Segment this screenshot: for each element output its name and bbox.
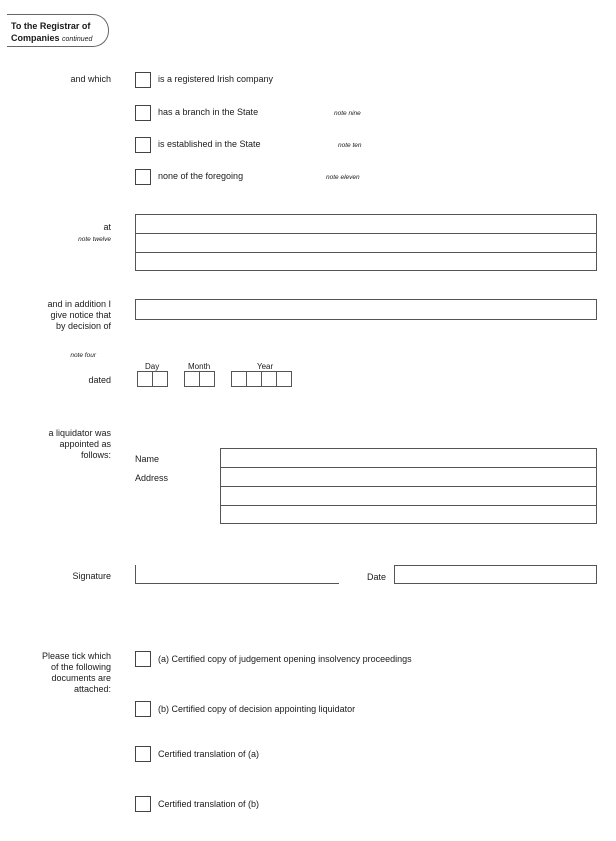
- at-address-field[interactable]: [135, 214, 597, 271]
- liquidator-label-line3: follows:: [80, 450, 111, 460]
- doc-copy-decision: (b) Certified copy of decision appointing liquidator: [158, 704, 356, 714]
- liquidator-label-line2: appointed as: [59, 439, 111, 449]
- address-label: Address: [135, 473, 169, 483]
- year-digit-3[interactable]: [261, 371, 277, 387]
- notice-label-line3: by decision of: [55, 321, 111, 331]
- option-established-in-state: is established in the State: [158, 139, 261, 149]
- doc-copy-judgement: (a) Certified copy of judgement opening insolvency proceedings: [158, 654, 412, 664]
- checkbox-none-of-foregoing[interactable]: [135, 169, 151, 185]
- checkbox-copy-decision[interactable]: [135, 701, 151, 717]
- checkbox-copy-judgement[interactable]: [135, 651, 151, 667]
- year-digit-4[interactable]: [276, 371, 292, 387]
- note-eleven: note eleven: [326, 174, 360, 181]
- checkbox-registered-irish-company[interactable]: [135, 72, 151, 88]
- year-label: Year: [257, 362, 274, 371]
- note-twelve: note twelve: [78, 236, 111, 243]
- doc-translation-b: Certified translation of (b): [158, 799, 260, 809]
- option-none-of-foregoing: none of the foregoing: [158, 171, 244, 181]
- documents-label-line1: Please tick which: [41, 651, 111, 661]
- dated-label: dated: [88, 375, 111, 385]
- doc-translation-a: Certified translation of (a): [158, 749, 260, 759]
- month-label: Month: [188, 362, 211, 371]
- note-ten: note ten: [338, 142, 362, 149]
- checkbox-established-in-state[interactable]: [135, 137, 151, 153]
- name-label: Name: [135, 454, 160, 464]
- header-title-line2: Companies continued: [11, 33, 93, 43]
- signature-label: Signature: [72, 571, 111, 581]
- signature-date-field[interactable]: [394, 565, 597, 584]
- checkbox-branch-in-state[interactable]: [135, 105, 151, 121]
- header-title-suffix: continued: [62, 36, 93, 43]
- documents-label-line4: attached:: [73, 684, 111, 694]
- documents-label-line2: of the following: [50, 662, 111, 672]
- at-address-divider-1: [135, 233, 597, 234]
- signature-field[interactable]: [135, 565, 339, 584]
- month-digit-1[interactable]: [184, 371, 200, 387]
- note-nine: note nine: [334, 110, 361, 117]
- checkbox-translation-a[interactable]: [135, 746, 151, 762]
- date-label: Date: [367, 572, 387, 582]
- day-label: Day: [145, 362, 160, 371]
- note-four: note four: [70, 352, 96, 359]
- year-digit-2[interactable]: [246, 371, 262, 387]
- liquidator-divider-1: [220, 467, 597, 468]
- form-header-tab: [7, 14, 109, 47]
- header-title-line1: To the Registrar of: [11, 21, 91, 31]
- day-digit-1[interactable]: [137, 371, 153, 387]
- at-address-divider-2: [135, 252, 597, 253]
- notice-label-line2: give notice that: [50, 310, 111, 320]
- at-label: at: [103, 222, 111, 232]
- checkbox-translation-b[interactable]: [135, 796, 151, 812]
- liquidator-divider-2: [220, 486, 597, 487]
- option-registered-irish-company: is a registered Irish company: [158, 74, 274, 84]
- decision-of-field[interactable]: [135, 299, 597, 320]
- year-digit-1[interactable]: [231, 371, 247, 387]
- option-branch-in-state: has a branch in the State: [158, 107, 259, 117]
- liquidator-divider-3: [220, 505, 597, 506]
- and-which-label: and which: [70, 74, 111, 84]
- month-digit-2[interactable]: [199, 371, 215, 387]
- day-digit-2[interactable]: [152, 371, 168, 387]
- liquidator-label-line1: a liquidator was: [48, 428, 111, 438]
- documents-label-line3: documents are: [51, 673, 111, 683]
- notice-label-line1: and in addition I: [47, 299, 111, 309]
